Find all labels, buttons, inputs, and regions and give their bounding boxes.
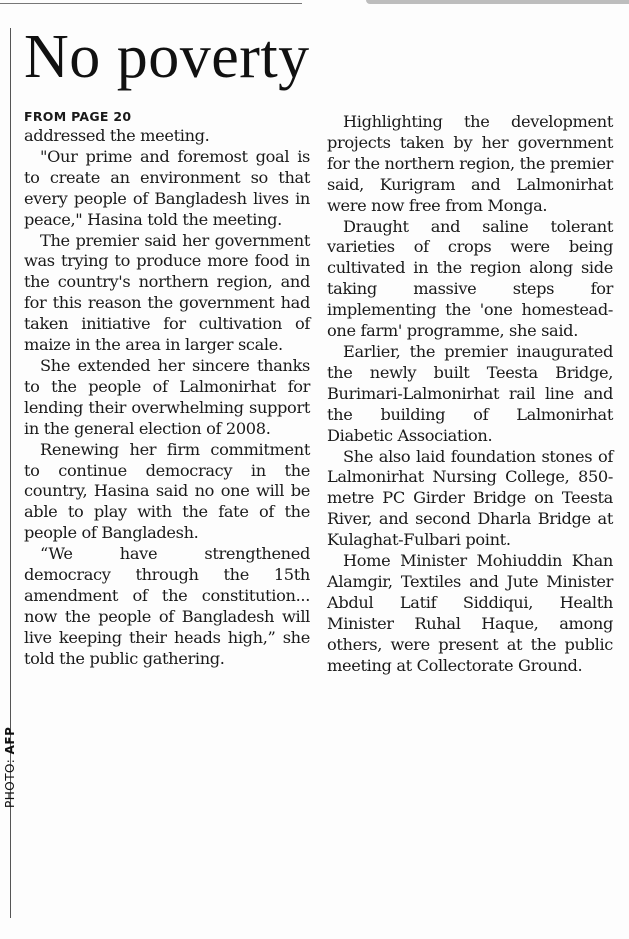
photo-credit-source: AFP	[3, 726, 17, 755]
paragraph: Renewing her firm commitment to continue democracy in the country, Hasina said no one will be able to play with the fate of the people of Bangladesh.	[24, 439, 310, 543]
photo-credit-label: PHOTO:	[3, 758, 17, 808]
paragraph: Draught and saline tolerant varieties of crops were being cultivated in the region along side taking massive steps for implementing the 'one homestead-one farm' programme, she said.	[327, 216, 613, 341]
top-rule	[0, 3, 302, 4]
paragraph: She also laid foundation stones of Lalmonirhat Nursing College, 850-metre PC Girder Bridge on Teesta River, and second Dharla Bridge at Kulaghat-Fulbari point.	[327, 446, 613, 550]
headline: No poverty	[24, 23, 310, 91]
paragraph: addressed the meeting.	[24, 126, 210, 145]
jumpline: FROM PAGE 20	[24, 109, 132, 124]
paragraph: Highlighting the development projects taken by her government for the northern region, the premier said, Kurigram and Lalmonirhat were now free from Monga.	[327, 112, 613, 215]
article-column-left	[24, 110, 310, 670]
paragraph: "Our prime and foremost goal is to create an environment so that every people of Bangladesh lives in peace," Hasina told the meeting.	[24, 146, 310, 229]
article-column-right	[327, 112, 613, 676]
paragraph: Home Minister Mohiuddin Khan Alamgir, Textiles and Jute Minister Abdul Latif Siddiqui, Health Minister Ruhal Haque, among others, were present at the public meeting at Collectorate Ground.	[327, 551, 613, 675]
top-tab-edge	[366, 0, 629, 4]
photo-credit	[3, 727, 17, 808]
paragraph: “We have strengthened democracy through the 15th amendment of the constitution... now the people of Bangladesh will live keeping their heads high,” she told the public gathering.	[24, 544, 310, 668]
paragraph: Earlier, the premier inaugurated the newly built Teesta Bridge, Burimari-Lalmonirhat rail line and the building of Lalmonirhat Diabetic Association.	[327, 341, 613, 445]
paragraph: The premier said her government was trying to produce more food in the country's northern region, and for this reason the government had taken initiative for cultivation of maize in the area in larger scale.	[24, 230, 310, 355]
paragraph: She extended her sincere thanks to the people of Lalmonirhat for lending their overwhelming support in the general election of 2008.	[24, 355, 310, 438]
